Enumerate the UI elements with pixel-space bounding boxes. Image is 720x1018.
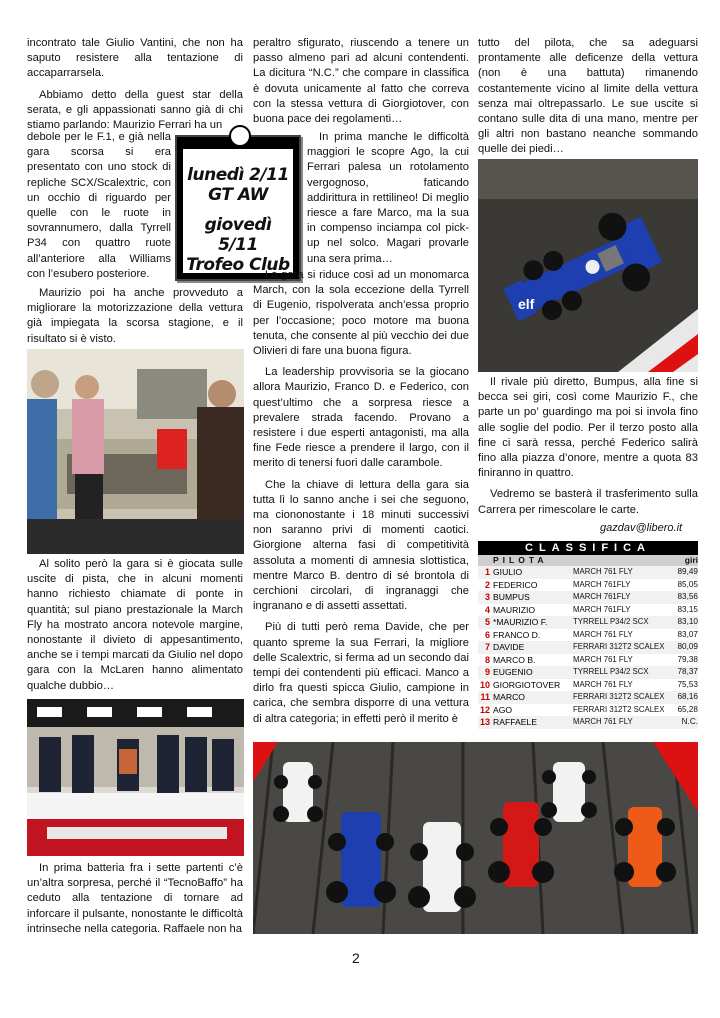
classification-row [478,579,698,592]
classification-row [478,629,698,642]
classification-row [478,591,698,604]
car-model: MARCH 761 FLY [573,654,633,664]
driver-name: FRANCO D. [493,629,541,640]
car-model: MARCH 761FLY [573,604,631,614]
car-model: MARCH 761 FLY [573,567,633,576]
driver-name: MARCO [493,692,525,702]
column-1-c [27,557,243,700]
classification-header [478,555,698,566]
classification-title: CLASSIFICA [478,541,698,555]
position: 4 [484,604,490,615]
position: 7 [484,642,490,652]
car-model: TYRRELL P34/2 SCX [573,617,649,626]
car-model: TYRRELL P34/2 SCX [573,667,649,676]
driver-name: EUGENIO [493,667,533,677]
column-1-b [27,286,243,353]
callout-event-2: Trofeo Club [186,255,290,275]
laps-count: 83,07 [677,629,698,639]
svg-text:elf: elf [518,296,535,312]
laps-count: 83,15 [677,604,698,614]
position: 9 [484,667,490,677]
classification-row [478,716,698,729]
position: 11 [480,692,490,702]
laps-count: 85,05 [677,579,698,589]
callout-date-2: giovedì 5/11 [204,215,272,255]
laps-count: 83,10 [677,617,698,626]
driver-name: BUMPUS [493,592,530,602]
laps-count: 78,37 [677,667,698,676]
paragraph: In prima batteria fra i sette partenti c’è un’altra sorpresa, perché il “TecnoBaffo” ha ceduto alla tentazione di tornare ad inforcare il pulsante, nonostante le difficoltà intrinseche nella categoria. Raffaele non ha [27,862,243,935]
position: 8 [484,654,490,665]
photo-tyrrell [478,159,698,372]
callout-event-1: GT AW [208,185,268,205]
paragraph: Che la chiave di lettura della gara sia tutta lì lo sanno anche i sei che seguono, ma ciononostante i 18 minuti successivi non saranno privi di momenti caotici. Giorgione alterna fasi di competitività assoluta a momenti di amnesia slottistica, mentre Marco B. dentro di sé brontola di cerchioni circolari, di ingranaggi che ingranano e di assetti assettati. [253,478,469,613]
driver-name: FEDERICO [493,579,538,590]
car-model: MARCH 761 FLY [573,717,633,726]
paragraph: Il rivale più diretto, Bumpus, alla fine si becca sei giri, così come Maurizio F., che parte un po’ guardingo ma poi si invola fino alle soglie del podio. Per il terzo posto alla fine ci sarà ressa, perché Federico salirà fino alla piazza d’onore, mentre a quota 83 finiranno in quattro. [478,376,698,480]
car-model: MARCH 761FLY [573,579,631,589]
car-model: FERRARI 312T2 SCALEX [573,704,665,714]
position: 2 [484,579,490,590]
position: 12 [479,704,490,715]
callout-date-1: lunedì 2/11 [187,165,289,185]
paragraph: debole per le F.1, e già nella gara scorsa si era presentato con uno stock di repliche SCX/Scalextric, con un occhio di riguardo per quelle con le ruote in sovrannumero, dalla Tyrrell P34 con quattro ruote all’anteriore alla Williams con l’esubero posteriore. [27,131,171,280]
photo-slot-room [27,349,244,554]
paragraph: In prima manche le difficoltà maggiori le scopre Ago, la cui Ferrari palesa un rotolamento vergognoso, faticando addirittura in rettilineo! Di meglio riesce a fare Marco, ma la sua in compenso inciampa col pick-up nel solco. Magari provarle una sera prima… [307,131,469,265]
paragraph: peraltro sfigurato, riuscendo a tenere un passo almeno pari ad alcuni contendenti. La dicitura “N.C.” che compare in classifica è dovuta unicamente al fatto che correva con la stessa vettura di Giorgiotover, con buona pace dei regolamenti… [253,37,469,126]
column-3-mid [478,375,698,524]
driver-name: MARCO B. [493,654,536,665]
paragraph: tutto del pilota, che sa adeguarsi prontamente alle deficenze della vettura (non è una battuta) rimanendo costantemente vicino al limite della vettura senza mai oltrepassarlo. Le sue uscite si contano sulle dita di una mano, mentre per gli altri non bastano neanche sommando quelle dei piedi… [478,37,698,156]
laps-count: N.C. [681,717,698,726]
photo-cars-lineup [253,742,698,934]
column-2-wrap [307,130,469,273]
classification-row [478,704,698,717]
position: 3 [484,592,490,602]
driver-name: AGO [493,704,513,715]
driver-name: DAVIDE [493,642,525,652]
paragraph: Più di tutti però rema Davide, che per quanto spreme la sua Ferrari, la migliore delle Scalextric, si ferma ad un secondo dai tempi dei contendenti più efficaci. Manco a dirlo fra questi spicca Giulio, campione in carica, che sembra disporre di una vettura di altra categoria; in effetti però il merito è [253,621,469,725]
clip-ring-icon [229,125,251,147]
car-model: MARCH 761 FLY [573,629,633,639]
author-signature: gazdav@libero.it [600,522,683,534]
header-giri: giri [684,555,698,565]
driver-name: RAFFAELE [493,717,537,727]
column-2-top [253,36,469,133]
paragraph: La leadership provvisoria se la giocano allora Maurizio, Franco D. e Federico, con quest’ultimo che a sorpresa riesce a prevalere strada facendo. Provano a resistere i due esperti antagonisti, ma alla fine Fede riesce a prendere il largo, con il merito di tenersi fuori dalle carambole. [253,366,469,470]
paragraph: La gara si riduce così ad un monomarca March, con la sola eccezione della Tyrrell di Eugenio, rispolverata anch’essa proprio per l’occasione; poco motore ma buona tenuta, che consente al più vecchio dei due Olivieri di fare una buona figura. [253,269,469,358]
position: 13 [479,717,490,727]
laps-count: 79,38 [677,654,698,664]
column-2 [253,268,469,733]
classification-row [478,641,698,654]
classification-row [478,616,698,629]
position: 6 [484,629,490,640]
paragraph: Al solito però la gara si è giocata sulle uscite di pista, che in alcuni momenti hanno richiesto chiamate di ponte in quantità; sul piano prestazionale la March Fly ha mostrato ancora notevole margine, nonostante il divieto di appesantimento, anche se i tempi marcati da Giulio nel dopo gara con la McLaren hanno alimentato qualche dubbio… [27,558,243,692]
paragraph: Vedremo se basterà il trasferimento sulla Carrera per rimescolare le carte. [478,488,698,516]
photo-podium [27,699,244,856]
position: 10 [479,679,490,690]
driver-name: *MAURIZIO F. [493,617,548,627]
column-1-wrap [27,130,171,288]
car-model: FERRARI 312T2 SCALEX [573,692,665,701]
classification-row [478,691,698,704]
laps-count: 83,56 [677,592,698,601]
position: 1 [484,567,490,577]
classification-row [478,666,698,679]
paragraph: incontrato tale Giulio Vantini, che non ha saputo resistere alla tentazione di accaparrarsela. [27,37,243,80]
classification-row [478,654,698,667]
classification-row [478,566,698,579]
column-1 [27,36,243,139]
laps-count: 75,53 [677,679,698,689]
driver-name: GIORGIOTOVER [493,679,561,690]
laps-count: 65,28 [677,704,698,714]
page-number: 2 [352,950,360,966]
driver-name: GIULIO [493,567,523,577]
header-pilota: PILOTA [493,555,548,565]
paragraph: Abbiamo detto della guest star della serata, e gli appassionati sanno già di chi stiamo parlando: Maurizio Ferrari ha un [27,88,243,132]
laps-count: 80,09 [677,642,698,651]
schedule-callout [175,135,301,281]
paragraph: Maurizio poi ha anche provveduto a migliorare la motorizzazione della vettura già impiegata la scorsa stagione, e il risultato si è visto. [27,287,243,345]
classification-table [478,541,698,729]
driver-name: MAURIZIO [493,604,536,615]
car-model: MARCH 761FLY [573,592,631,601]
position: 5 [484,617,490,627]
laps-count: 68,16 [677,692,698,701]
car-model: MARCH 761 FLY [573,679,633,689]
classification-row [478,679,698,692]
column-3-top [478,36,698,164]
laps-count: 89,49 [677,567,698,576]
car-model: FERRARI 312T2 SCALEX [573,642,665,651]
column-1-d [27,861,243,943]
classification-row [478,604,698,617]
